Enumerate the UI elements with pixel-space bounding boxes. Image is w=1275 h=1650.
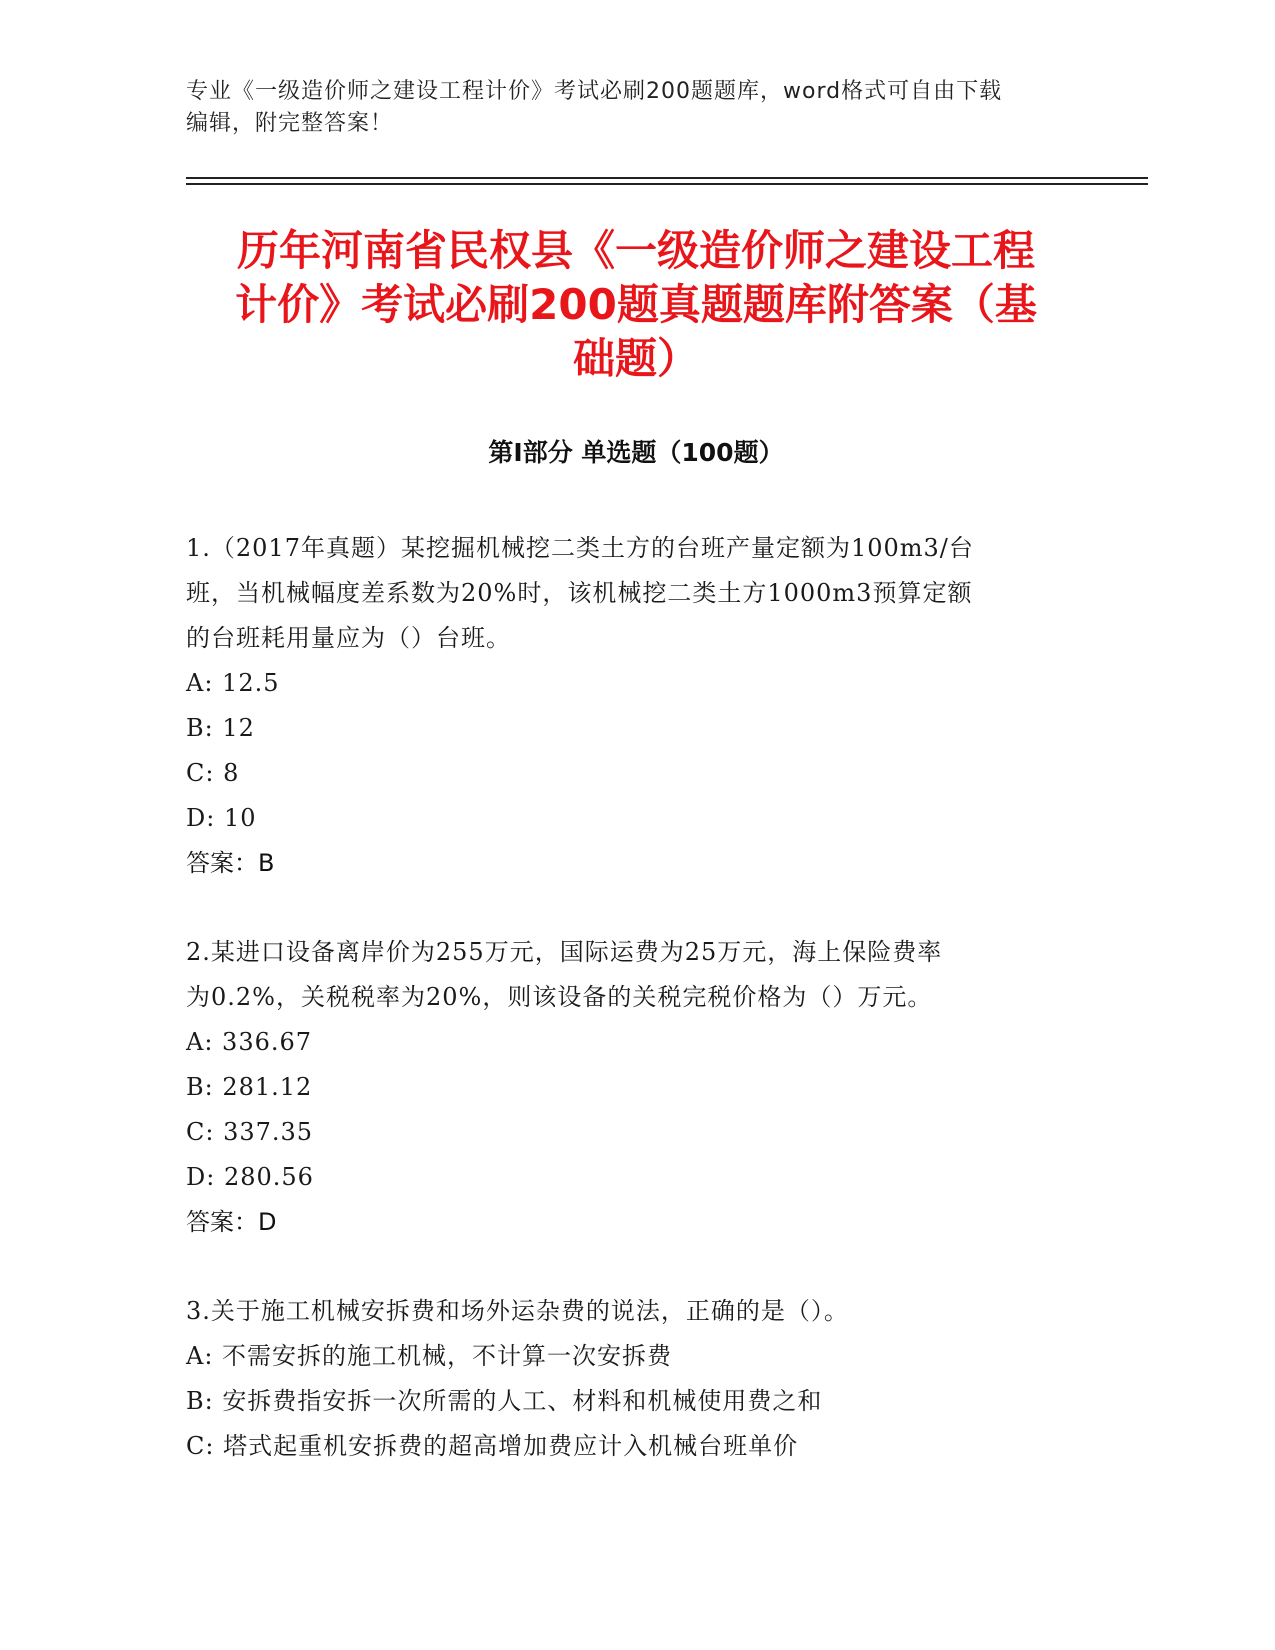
document-title-line-3: 础题）	[572, 334, 699, 383]
option-b: B: 安拆费指安拆一次所需的人工、材料和机械使用费之和	[186, 1387, 823, 1415]
document-title	[186, 224, 1086, 386]
header-note-line-1: 专业《一级造价师之建设工程计价》考试必刷200题题库，word格式可自由下载	[186, 79, 1003, 104]
header-note-line-2: 编辑，附完整答案！	[186, 111, 394, 136]
option-b: B: 281.12	[186, 1073, 313, 1101]
question-spacer	[186, 886, 1066, 930]
option-d: D: 10	[186, 804, 257, 832]
section-title: 第Ⅰ部分 单选题（100题）	[488, 438, 784, 467]
option-b: B: 12	[186, 714, 255, 742]
question-2	[186, 930, 1066, 1245]
header-rule-bottom	[186, 183, 1148, 185]
option-a: A: 12.5	[186, 669, 280, 697]
question-list	[186, 526, 1066, 1469]
question-stem-line: 2.某进口设备离岸价为255万元，国际运费为25万元，海上保险费率	[186, 938, 943, 966]
option-c: C: 8	[186, 759, 240, 787]
header-rule-top	[186, 177, 1148, 179]
question-stem-line: 班，当机械幅度差系数为20%时，该机械挖二类土方1000m3预算定额	[186, 579, 973, 607]
header-note	[186, 76, 1086, 140]
option-c: C: 塔式起重机安拆费的超高增加费应计入机械台班单价	[186, 1432, 799, 1460]
question-stem-line: 的台班耗用量应为（）台班。	[186, 624, 511, 652]
answer: 答案：B	[186, 849, 275, 877]
option-c: C: 337.35	[186, 1118, 314, 1146]
question-spacer	[186, 1245, 1066, 1289]
document-title-line-2: 计价》考试必刷200题真题题库附答案（基	[235, 280, 1037, 329]
question-3	[186, 1289, 1066, 1469]
question-stem-line: 为0.2%，关税税率为20%，则该设备的关税完税价格为（）万元。	[186, 983, 933, 1011]
answer: 答案：D	[186, 1208, 277, 1236]
option-a: A: 不需安拆的施工机械，不计算一次安拆费	[186, 1342, 673, 1370]
document-title-line-1: 历年河南省民权县《一级造价师之建设工程	[236, 226, 1035, 275]
question-stem-line: 1.（2017年真题）某挖掘机械挖二类土方的台班产量定额为100m3/台	[186, 534, 974, 562]
question-stem-line: 3.关于施工机械安拆费和场外运杂费的说法，正确的是（）。	[186, 1297, 849, 1325]
question-1	[186, 526, 1066, 886]
option-d: D: 280.56	[186, 1163, 314, 1191]
option-a: A: 336.67	[186, 1028, 313, 1056]
